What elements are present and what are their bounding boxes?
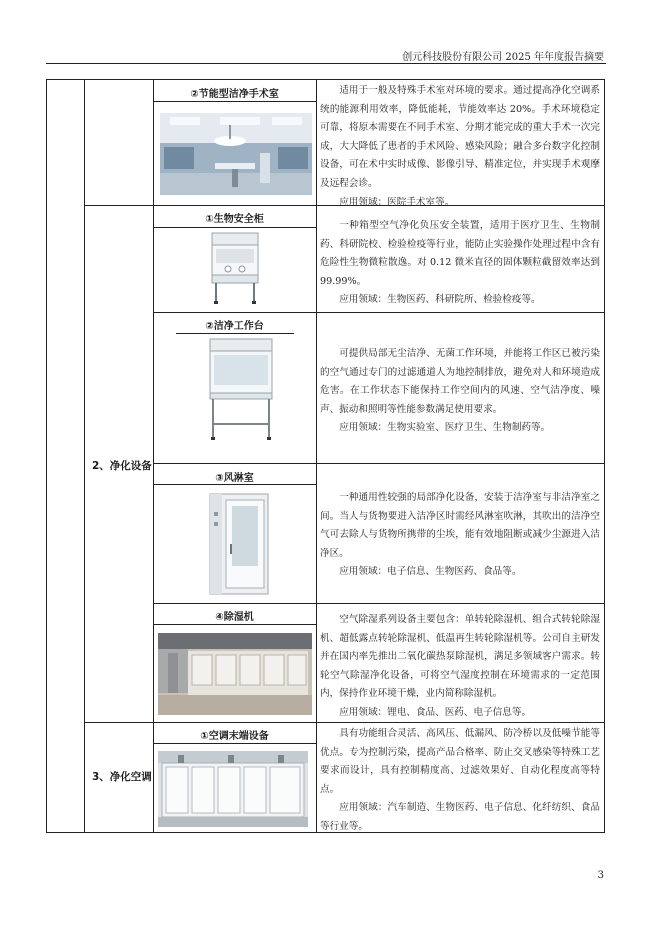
product-name: ④除湿机 <box>215 612 254 623</box>
table-divider-2 <box>153 79 154 833</box>
product-description <box>320 611 600 723</box>
name-rule <box>153 743 316 744</box>
product-name: ②洁净工作台 <box>205 321 264 332</box>
table-divider-3 <box>316 79 317 833</box>
product-description <box>320 82 600 212</box>
product-name: ①空调末端设备 <box>200 731 269 742</box>
biosafety-cabinet-image <box>206 231 264 305</box>
application-text: 应用领域：锂电、食品、医药、电子信息等。 <box>339 706 532 718</box>
application-text: 应用领域：汽车制造、生物医药、电子信息、化纤纺织、食品等行业等。 <box>320 802 600 832</box>
description-text: 一种通用性较强的局部净化设备，安装于洁净室与非洁净室之间。当人与货物要进入洁净区时需经风淋室吹淋，其吹出的洁净空气可去除人与货物所携带的尘埃，能有效地阻断或减少尘源进入洁净区。 <box>320 492 600 559</box>
description-text: 空气除湿系列设备主要包含：单转轮除湿机、组合式转轮除湿机、超低露点转轮除湿机、低温再生转轮除湿机等。公司自主研发并在国内率先推出二氧化碳热泵除湿机，满足多领域客户需求。转轮空气除湿净化设备，可将空气湿度控制在环境需求的一定范围内，保持作业环境干燥，业内简称除湿机。 <box>320 614 600 700</box>
row-divider <box>153 463 605 464</box>
category-label: 2、净化设备 <box>92 460 152 472</box>
category-label: 3、净化空调 <box>92 771 152 783</box>
dehumidifier-image <box>158 633 312 715</box>
name-rule <box>153 227 316 228</box>
name-rule <box>153 624 316 625</box>
product-description <box>320 489 600 582</box>
air-shower-image <box>206 492 272 596</box>
product-table <box>46 79 605 833</box>
table-border-right <box>604 79 605 833</box>
description-text: 适用于一般及特殊手术室对环境的要求。通过提高净化空调系统的能源利用效率，降低能耗，节能效率达 20%。手术环境稳定可靠，将原本需要在不同手术室、分期才能完成的重大手术一次完成，大大降低了患者的手术风险、感染风险；融合多台数字化控制设备，可在术中实时成像、影像引导、精准定位，并实现手术观摩及远程会诊。 <box>320 85 600 189</box>
page-number: 3 <box>597 870 604 881</box>
name-rule <box>176 333 294 334</box>
product-description <box>320 725 600 837</box>
report-header-title: 创元科技股份有限公司 2025 年年度报告摘要 <box>402 52 604 63</box>
operating-room-image <box>160 113 312 195</box>
air-handling-unit-image <box>158 751 308 827</box>
table-border-left <box>46 79 47 833</box>
product-name: ②节能型洁净手术室 <box>190 89 279 100</box>
clean-bench-image <box>206 337 276 441</box>
table-border-top <box>46 79 605 80</box>
application-text: 应用领域：生物医药、科研院所、检验检疫等。 <box>339 294 541 306</box>
table-divider-1 <box>84 79 85 833</box>
header-rule <box>46 63 606 64</box>
row-divider <box>153 603 605 604</box>
row-divider <box>153 312 605 313</box>
name-rule <box>153 101 316 102</box>
application-text: 应用领域：医院手术室等。 <box>339 196 455 208</box>
application-text: 应用领域：电子信息、生物医药、食品等。 <box>339 566 522 578</box>
description-text: 可提供局部无尘洁净、无菌工作环境，并能将工作区已被污染的空气通过专门的过滤通道人为地控制排放，避免对人和环境造成危害。在工作状态下能保持工作空间内的风速、空气洁净度、噪声、振动和照明等性能参数满足使用要求。 <box>320 348 600 415</box>
description-text: 具有功能组合灵活、高风压、低漏风、防冷桥以及低噪节能等优点。专为控制污染，提高产品合格率、防止交叉感染等特殊工艺要求而设计，具有控制精度高、过滤效果好、自动化程度高等特点。 <box>320 728 600 795</box>
product-description <box>320 217 600 310</box>
product-name: ③风淋室 <box>215 473 254 484</box>
product-name: ①生物安全柜 <box>205 214 264 225</box>
product-description <box>320 345 600 438</box>
description-text: 一种箱型空气净化负压安全装置，适用于医疗卫生、生物制药、科研院校、检验检疫等行业，能防止实验操作处理过程中含有危险性生物微粒散逸。对 0.12 微米直径的固体颗粒截留效率达到 99.99%。 <box>320 220 600 287</box>
name-rule <box>153 484 316 485</box>
application-text: 应用领域：生物实验室、医疗卫生、生物制药等。 <box>339 422 551 434</box>
